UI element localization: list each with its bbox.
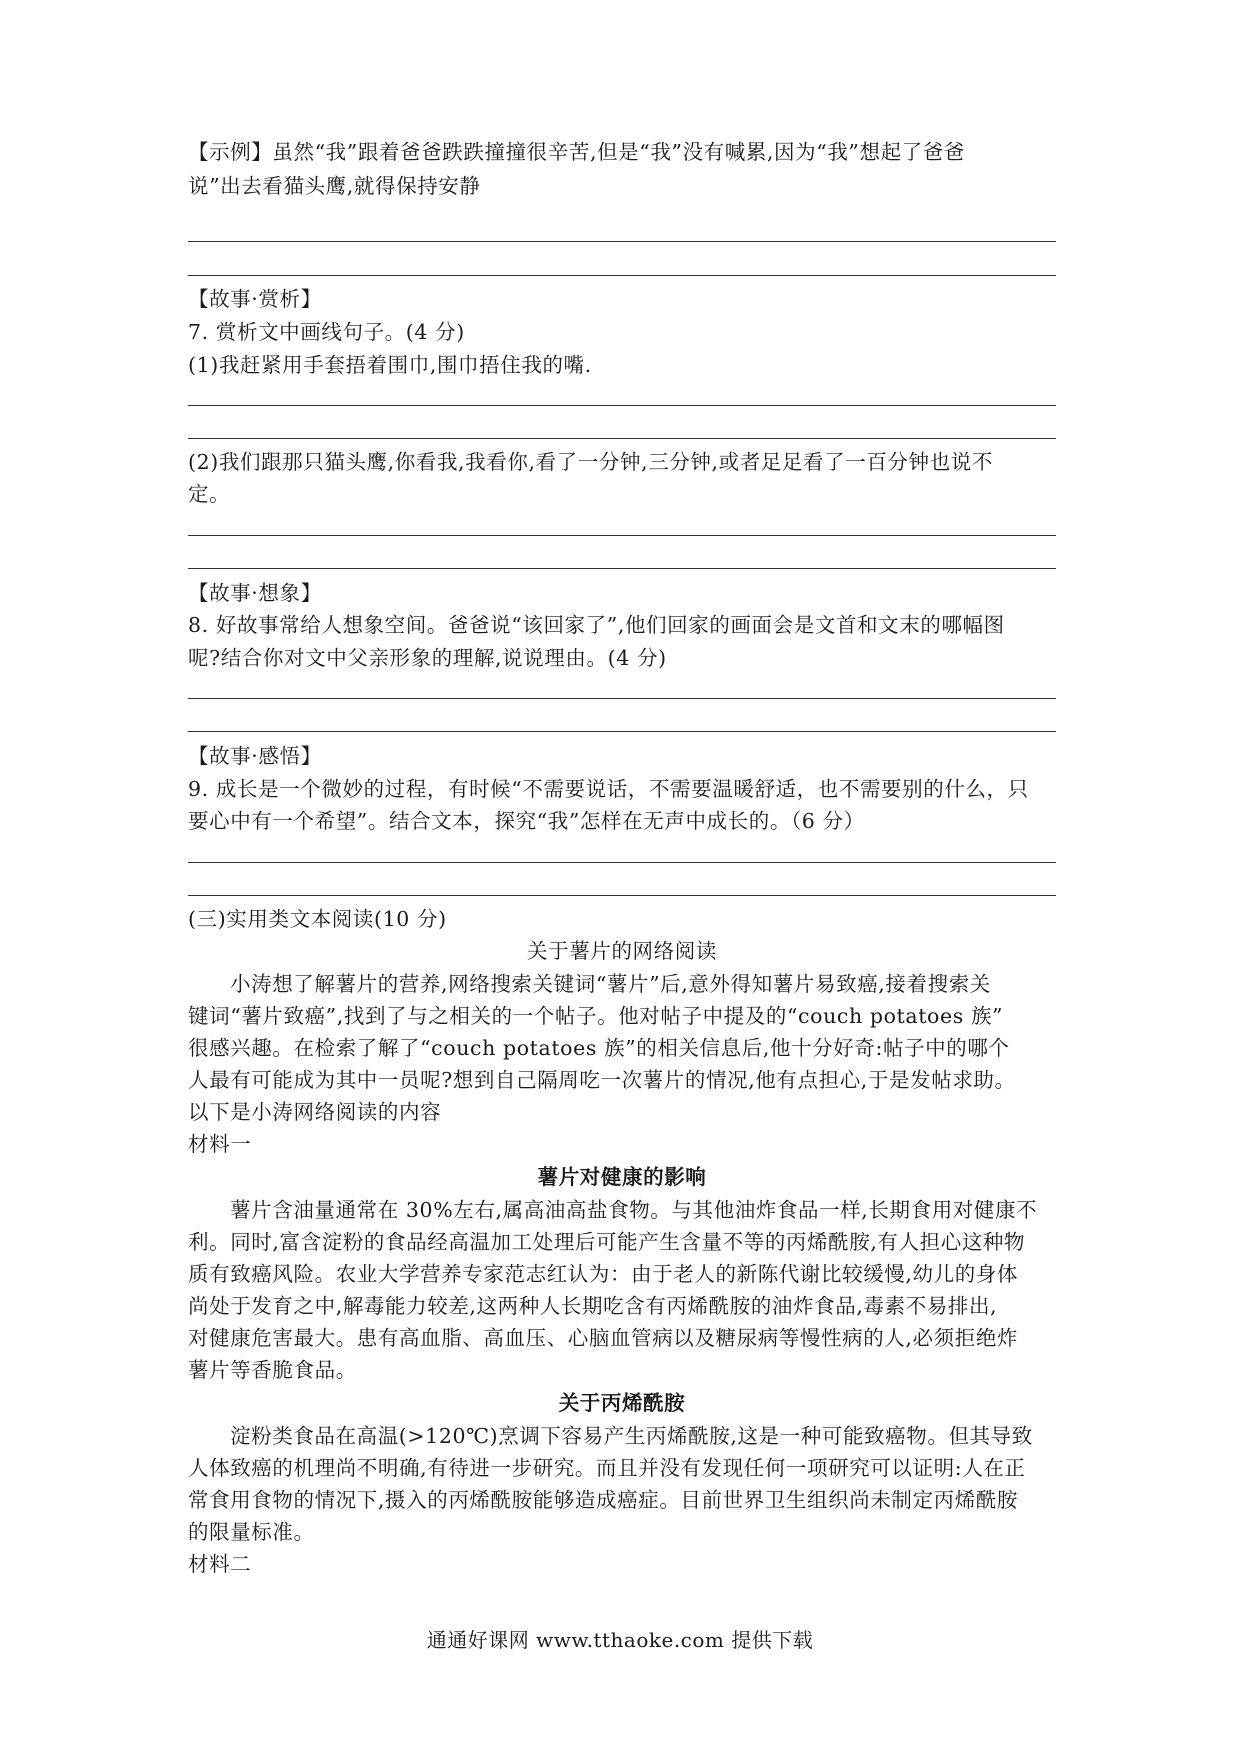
footer-source: 通通好课网 www.tthaoke.com 提供下载 (426, 1628, 814, 1652)
q9-line-2: 要心中有一个希望”。结合文本，探究“我”怎样在无声中成长的。（6 分） (188, 809, 865, 833)
q7-heading: 【故事·赏析】 (188, 287, 322, 311)
intro-line: 很感兴趣。在检索了解了“couch potatoes 族”的相关信息后,他十分好奇:帖子中的哪个 (188, 1036, 1010, 1060)
q9-heading: 【故事·感悟】 (188, 744, 322, 768)
material-1-line: 利。同时,富含淀粉的食品经高温加工处理后可能产生含量不等的丙烯酰胺,有人担心这种物 (188, 1230, 1026, 1254)
answer-line (188, 862, 1056, 863)
material-1-line: 对健康危害最大。患有高血脂、高血压、心脑血管病以及糖尿病等慢性病的人,必须拒绝炸 (188, 1326, 1019, 1350)
q7-item-2-line-2: 定。 (188, 482, 231, 506)
answer-line (188, 731, 1056, 732)
q8-line-1: 8. 好故事常给人想象空间。爸爸说“该回家了”,他们回家的画面会是文首和文末的哪幅图 (188, 613, 1005, 637)
material-1-subtitle: 关于丙烯酰胺 (558, 1391, 686, 1415)
answer-line (188, 895, 1056, 896)
answer-line (188, 698, 1056, 699)
example-line-2: 说”出去看猫头鹰,就得保持安静 (188, 174, 481, 198)
article-title: 关于薯片的网络阅读 (527, 939, 717, 963)
intro-line: 以下是小涛网络阅读的内容 (188, 1100, 442, 1124)
material-1-line: 质有致癌风险。农业大学营养专家范志红认为：由于老人的新陈代谢比较缓慢,幼儿的身体 (188, 1262, 1019, 1286)
answer-line (188, 568, 1056, 569)
material-1-sub-line: 人体致癌的机理尚不明确,有待进一步研究。而且并没有发现任何一项研究可以证明:人在正 (188, 1456, 1026, 1480)
material-1-line: 薯片等香脆食品。 (188, 1358, 357, 1382)
intro-line: 小涛想了解薯片的营养,网络搜索关键词“薯片”后,意外得知薯片易致癌,接着搜索关 (230, 972, 991, 996)
material-1-sub-line: 常食用食物的情况下,摄入的丙烯酰胺能够造成癌症。目前世界卫生组织尚未制定丙烯酰胺 (188, 1488, 1019, 1512)
answer-line (188, 535, 1056, 536)
material-1-title: 薯片对健康的影响 (537, 1165, 707, 1189)
section-3-heading: (三)实用类文本阅读(10 分) (188, 907, 447, 931)
q8-heading: 【故事·想象】 (188, 581, 322, 605)
material-1-line: 尚处于发育之中,解毒能力较差,这两种人长期吃含有丙烯酰胺的油炸食品,毒素不易排出, (188, 1294, 998, 1318)
answer-line (188, 438, 1056, 439)
example-line-1: 【示例】虽然“我”跟着爸爸跌跌撞撞很辛苦,但是“我”没有喊累,因为“我”想起了爸爸 (188, 140, 966, 164)
answer-line (188, 275, 1056, 276)
q7-item-1: (1)我赶紧用手套捂着围巾,围巾捂住我的嘴. (188, 353, 592, 377)
material-1-sub-line: 淀粉类食品在高温(>120℃)烹调下容易产生丙烯酰胺,这是一种可能致癌物。但其导致 (230, 1424, 1033, 1448)
intro-line: 键词“薯片致癌”,找到了与之相关的一个帖子。他对帖子中提及的“couch potatoes 族” (188, 1004, 1004, 1028)
material-1-label: 材料一 (188, 1132, 252, 1156)
material-1-line: 薯片含油量通常在 30%左右,属高油高盐食物。与其他油炸食品一样,长期食用对健康不 (230, 1198, 1038, 1222)
q8-line-2: 呢?结合你对文中父亲形象的理解,说说理由。(4 分) (188, 646, 667, 670)
q7-prompt: 7. 赏析文中画线句子。(4 分) (188, 320, 465, 344)
intro-line: 人最有可能成为其中一员呢?想到自己隔周吃一次薯片的情况,他有点担心,于是发帖求助。 (188, 1068, 1016, 1092)
answer-line (188, 241, 1056, 242)
q9-line-1: 9. 成长是一个微妙的过程，有时候“不需要说话，不需要温暖舒适，也不需要别的什么，只 (188, 777, 1029, 801)
q7-item-2-line-1: (2)我们跟那只猫头鹰,你看我,我看你,看了一分钟,三分钟,或者足足看了一百分钟也说不 (188, 450, 993, 474)
answer-line (188, 405, 1056, 406)
material-1-sub-line: 的限量标准。 (188, 1520, 315, 1544)
material-2-label: 材料二 (188, 1552, 252, 1576)
